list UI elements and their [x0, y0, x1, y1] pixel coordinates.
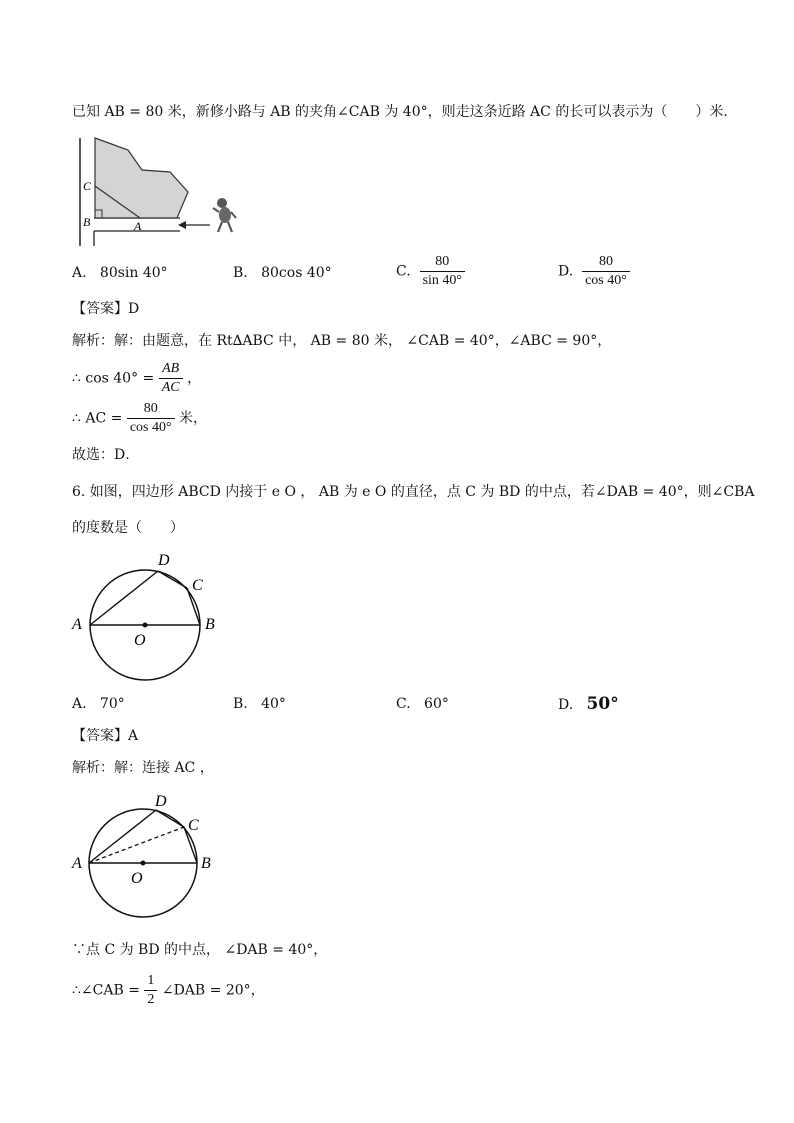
q5-sol2-num: AB [159, 360, 183, 379]
q6-solution-line2: ∵点 C 为 BD 的中点， ∠DAB = 40°， [72, 942, 328, 958]
q5-sol2-fraction [159, 360, 183, 397]
q5-sol2-den: AC [161, 380, 180, 395]
q6-sol3-den: 2 [147, 992, 155, 1007]
q6-sol3-suffix: ∠DAB = 20°， [161, 982, 265, 999]
q5-figure [70, 132, 250, 250]
q5-sol3-fraction [127, 400, 175, 437]
q6-center-dot [143, 623, 148, 628]
q6-option-c-letter: C. [396, 696, 411, 712]
q5-answer: 【答案】D [72, 301, 140, 317]
q6-chord-ad [90, 571, 158, 625]
q5-solution-line2 [72, 360, 201, 397]
q5-option-a-letter: A. [72, 265, 87, 281]
q5-solution-line4: 故选：D． [72, 447, 140, 463]
q6-solution-line3 [72, 972, 265, 1009]
q5-option-c-fraction [420, 253, 465, 290]
q6-option-a-letter: A. [72, 696, 87, 712]
q6-sol3-num: 1 [144, 972, 157, 991]
q6-option-b [233, 694, 286, 714]
q5-sol3-den: cos 40° [129, 420, 172, 435]
q6-sol-chord-ad [89, 810, 156, 863]
q5-option-b-text: 80cos 40° [261, 265, 332, 281]
q5-sol3-num: 80 [127, 400, 175, 419]
q6-sol-label-b: B [201, 855, 211, 872]
q5-label-b: B [83, 215, 91, 229]
q6-label-c: C [192, 577, 203, 594]
q5-solution-line1: 解析：解：由题意，在 Rt∆ABC 中， AB = 80 米， ∠CAB = 40°，∠ABC = 90°， [72, 333, 612, 349]
q6-option-b-letter: B. [233, 696, 248, 712]
q6-sol-label-d: D [155, 793, 167, 810]
q6-option-b-text: 40° [261, 696, 286, 712]
q6-sol-dashed-ac [89, 827, 184, 863]
q6-option-a-text: 70° [99, 696, 125, 712]
q5-sol3-suffix: 米， [179, 410, 208, 427]
q5-person-icon [213, 198, 236, 232]
q6-label-a: A [72, 616, 82, 633]
q5-option-a-text: 80sin 40° [99, 265, 168, 281]
q5-option-c [396, 253, 465, 290]
q6-label-o: O [134, 632, 146, 649]
q5-grass-area [95, 138, 188, 218]
q5-label-c: C [83, 179, 92, 193]
q6-sol-label-a: A [72, 855, 82, 872]
q5-stem: 已知 AB = 80 米，新修小路与 AB 的夹角∠CAB 为 40°，则走这条近路 AC 的长可以表示为（ ）米． [72, 104, 738, 120]
q6-figure [66, 548, 236, 690]
q5-option-d [558, 253, 630, 290]
q5-option-b [233, 263, 332, 283]
q5-option-d-num: 80 [582, 253, 630, 272]
q5-option-b-letter: B. [233, 265, 248, 281]
q5-label-a: A [134, 219, 142, 233]
q5-option-d-den: cos 40° [585, 273, 627, 288]
q5-option-a [72, 263, 168, 283]
q6-solution-line1: 解析：解：连接 AC ， [72, 760, 214, 776]
q6-sol-label-c: C [188, 817, 199, 834]
q6-sol-label-o: O [131, 870, 143, 887]
q6-stem-line2: 的度数是（ ） [72, 520, 184, 536]
q6-sol-center-dot [141, 861, 146, 866]
q5-option-c-letter: C. [396, 263, 411, 280]
q6-option-d-text: 50° [586, 694, 619, 714]
q5-option-c-den: sin 40° [422, 273, 463, 288]
q6-option-d-letter: D. [558, 697, 574, 713]
q6-option-a [72, 694, 125, 714]
q5-option-c-num: 80 [420, 253, 465, 272]
q5-sol3-prefix: ∴ AC = [72, 410, 127, 427]
q6-sol3-prefix: ∴∠CAB = [72, 982, 145, 999]
q6-sol3-fraction [144, 972, 157, 1009]
q6-stem-line1: 6. 如图，四边形 ABCD 内接于 e O ， AB 为 e O 的直径，点 C 为 BD 的中点，若∠DAB = 40°，则∠CBA [72, 484, 755, 500]
q5-option-d-letter: D. [558, 263, 574, 280]
q6-solution-figure [66, 790, 236, 925]
q5-sol2-prefix: ∴ cos 40° = [72, 370, 159, 387]
q6-option-d [558, 694, 619, 715]
q6-option-c-text: 60° [424, 696, 449, 712]
q5-option-d-fraction [582, 253, 630, 290]
q6-sol-chord-dc [156, 810, 184, 827]
q6-answer: 【答案】A [72, 728, 139, 744]
q6-label-d: D [158, 552, 170, 569]
q6-label-b: B [205, 616, 215, 633]
q6-chord-dc [158, 571, 187, 588]
q6-option-c [396, 694, 449, 714]
q5-sol2-suffix: ， [187, 370, 202, 387]
q5-solution-line3 [72, 400, 207, 437]
q5-arrow-head [178, 221, 186, 229]
